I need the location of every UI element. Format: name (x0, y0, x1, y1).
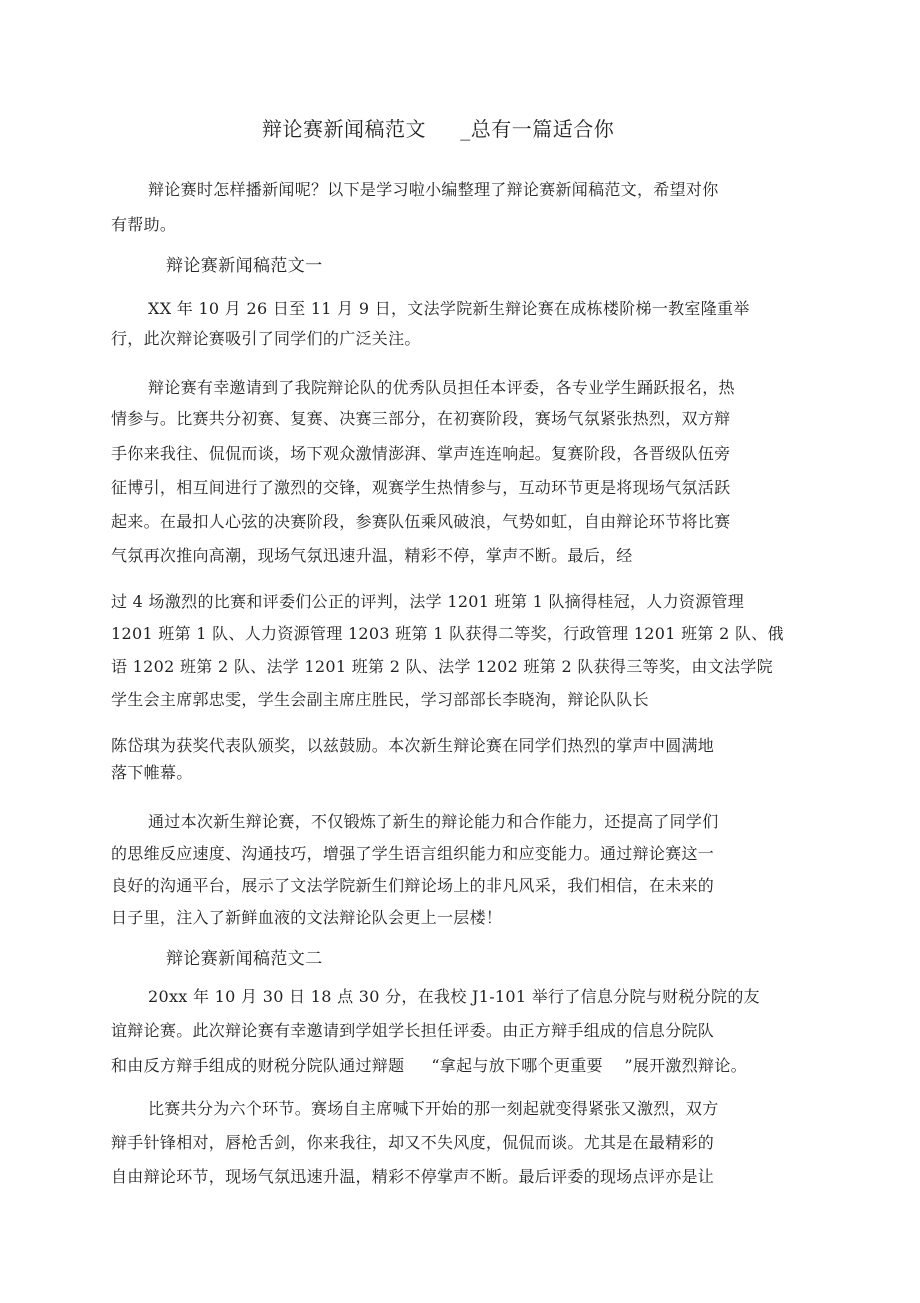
s2-p2-line-1: 比赛共分为六个环节。赛场自主席喊下开始的那一刻起就变得紧张又激烈，双方 (148, 1099, 719, 1118)
s1-p3-line-3: 语 1202 班第 2 队、法学 1201 班第 2 队、法学 1202 班第 2 队获得三等奖，由文法学院 (111, 657, 773, 676)
s1-p5-line-3: 良好的沟通平台，展示了文法学院新生们辩论场上的非凡风采，我们相信，在未来的 (111, 876, 715, 895)
s2-p1-line-2: 谊辩论赛。此次辩论赛有幸邀请到学姐学长担任评委。由正方辩手组成的信息分院队 (111, 1021, 715, 1040)
intro-line-1: 辩论赛时怎样播新闻呢？以下是学习啦小编整理了辩论赛新闻稿范文，希望对你 (148, 180, 719, 199)
s1-p4-line-1: 陈岱琪为获奖代表队颁奖，以兹鼓励。本次新生辩论赛在同学们热烈的掌声中圆满地 (111, 736, 715, 755)
s1-p2-line-5: 起来。在最扣人心弦的决赛阶段，参赛队伍乘风破浪，气势如虹，自由辩论环节将比赛 (111, 512, 731, 531)
s2-p1-line-1: 20xx 年 10 月 30 日 18 点 30 分，在我校 J1-101 举行了信息分院与财税分院的友 (148, 987, 760, 1006)
s2-p1-line-3: 和由反方辩手组成的财税分院队通过辩题 “拿起与放下哪个更重要 ”展开激烈辩论。 (111, 1056, 747, 1075)
s1-p2-line-4: 征博引，相互间进行了激烈的交锋，观赛学生热情参与，互动环节更是将现场气氛活跃 (111, 478, 731, 497)
document-title: 辩论赛新闻稿范文 _总有一篇适合你 (262, 117, 615, 141)
s1-p3-line-4: 学生会主席郭忠雯，学生会副主席庄胜民，学习部部长李晓洵，辩论队队长 (111, 690, 649, 709)
s1-p1-line-1: XX 年 10 月 26 日至 11 月 9 日，文法学院新生辩论赛在成栋楼阶梯一教室隆重举 (148, 299, 750, 318)
s1-p2-line-1: 辩论赛有幸邀请到了我院辩论队的优秀队员担任本评委，各专业学生踊跃报名，热 (148, 378, 735, 397)
s2-p2-line-2: 辩手针锋相对，唇枪舌剑，你来我往，却又不失风度，侃侃而谈。尤其是在最精彩的 (111, 1133, 715, 1152)
s1-p4-line-2: 落下帷幕。 (111, 763, 193, 782)
s1-p5-line-1: 通过本次新生辩论赛，不仅锻炼了新生的辩论能力和合作能力，还提高了同学们 (148, 812, 719, 831)
s1-p5-line-4: 日子里，注入了新鲜血液的文法辩论队会更上一层楼！ (111, 908, 503, 927)
s1-p3-line-1: 过 4 场激烈的比赛和评委们公正的评判，法学 1201 班第 1 队摘得桂冠，人力资源管理 (111, 592, 745, 611)
s1-p1-line-2: 行，此次辩论赛吸引了同学们的广泛关注。 (111, 329, 421, 348)
s1-p2-line-2: 情参与。比赛共分初赛、复赛、决赛三部分，在初赛阶段，赛场气氛紧张热烈，双方辩 (111, 409, 731, 428)
section-2-heading: 辩论赛新闻稿范文二 (166, 949, 323, 969)
s1-p2-line-3: 手你来我往、侃侃而谈，场下观众激情澎湃、掌声连连响起。复赛阶段，各晋级队伍旁 (111, 444, 731, 463)
s1-p3-line-2: 1201 班第 1 队、人力资源管理 1203 班第 1 队获得二等奖，行政管理 1201 班第 2 队、俄 (111, 624, 784, 643)
s1-p5-line-2: 的思维反应速度、沟通技巧，增强了学生语言组织能力和应变能力。通过辩论赛这一 (111, 844, 715, 863)
section-1-heading: 辩论赛新闻稿范文一 (166, 256, 323, 276)
intro-line-2: 有帮助。 (111, 215, 177, 234)
s1-p2-line-6: 气氛再次推向高潮，现场气氛迅速升温，精彩不停，掌声不断。最后，经 (111, 546, 633, 565)
s2-p2-line-3: 自由辩论环节，现场气氛迅速升温，精彩不停掌声不断。最后评委的现场点评亦是让 (111, 1167, 715, 1186)
